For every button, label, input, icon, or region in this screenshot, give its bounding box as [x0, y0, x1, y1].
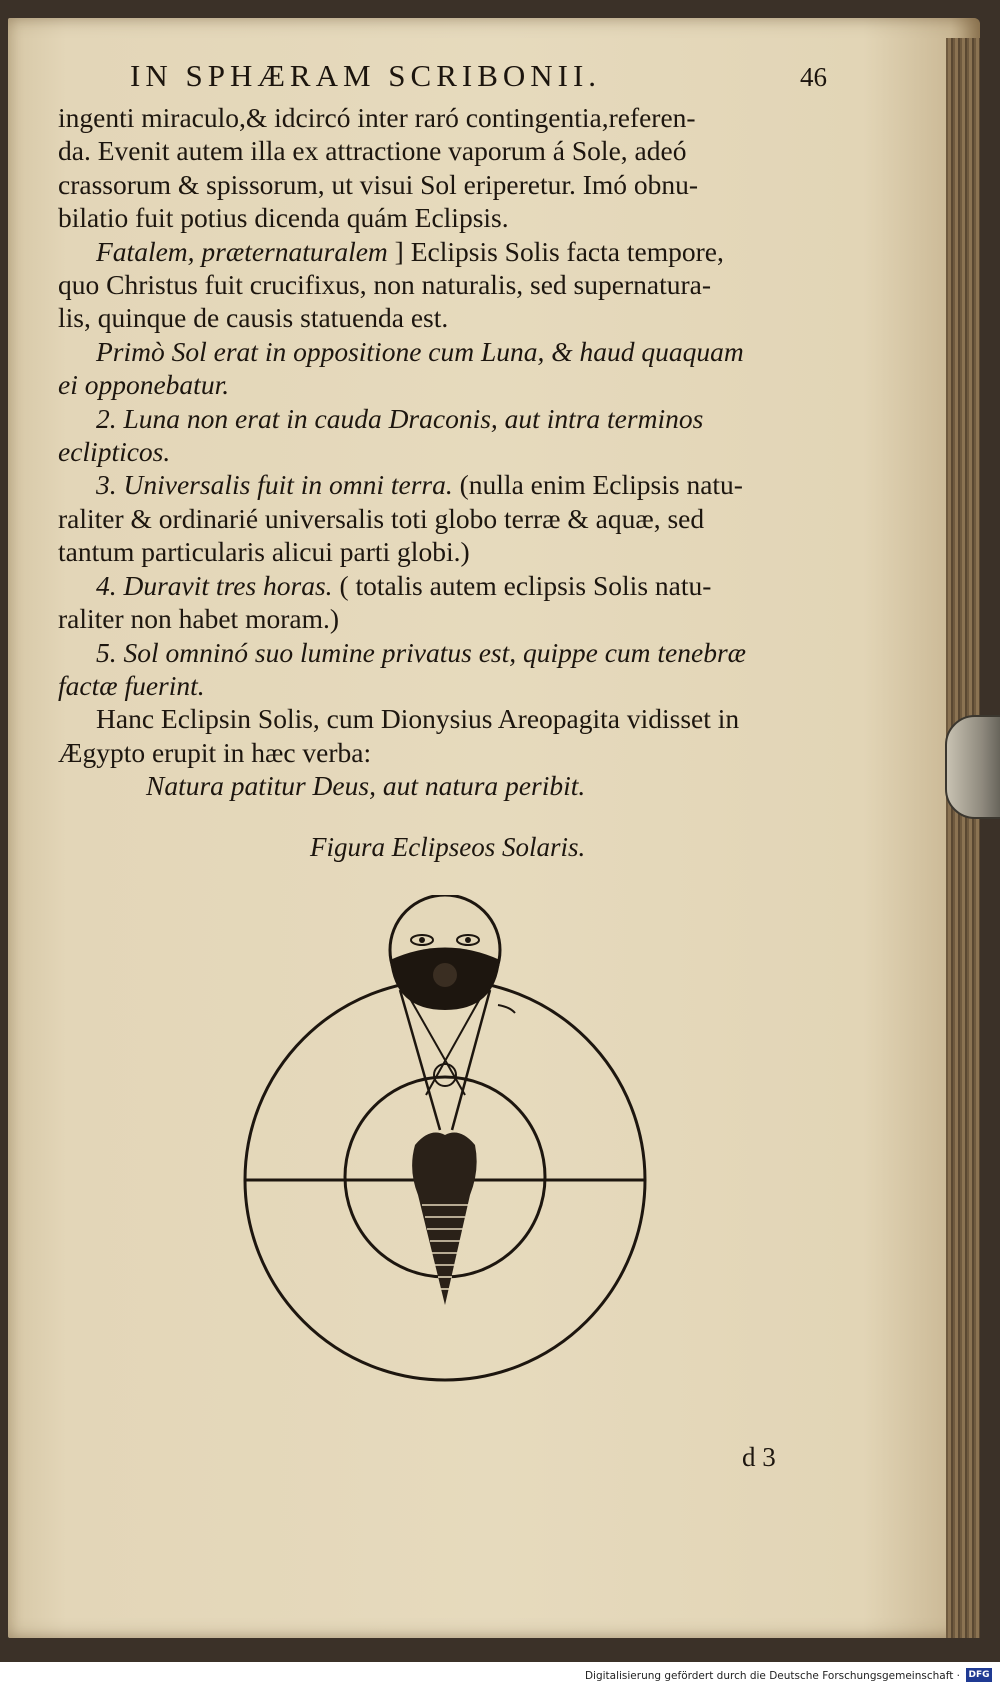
body-text	[58, 101, 838, 803]
text-line: Primò Sol erat in oppositione cum Luna, & haud quaquam	[96, 335, 744, 367]
text-line: lis, quinque de causis statuenda est.	[58, 302, 449, 334]
roman-text: ] Eclipsis Solis facta tempore,	[387, 235, 724, 267]
text-line: raliter & ordinarié universalis toti globo terræ & aquæ, sed	[58, 502, 705, 534]
text-line: tantum particularis alicui parti globi.)	[58, 536, 470, 568]
text-line: factæ fuerint.	[58, 669, 205, 701]
roman-text: ( totalis autem eclipsis Solis natu-	[332, 569, 712, 601]
eclipse-figure	[230, 895, 700, 1495]
dfg-logo: DFG	[966, 1668, 992, 1682]
italic-text: 3. Universalis fuit in omni terra.	[96, 469, 453, 501]
book-clasp	[945, 715, 1000, 819]
italic-text: 4. Duravit tres horas.	[96, 569, 333, 601]
text-line: 5. Sol omninó suo lumine privatus est, quippe cum tenebræ	[96, 636, 747, 668]
page-number: 46	[800, 62, 827, 92]
text-line	[58, 569, 838, 602]
text-line: ingenti miraculo,& idcircó inter raró contingentia,referen-	[58, 102, 696, 133]
text-line: Natura patitur Deus, aut natura peribit.	[146, 770, 586, 802]
page-edges	[946, 38, 980, 1638]
earth-cone	[412, 1133, 477, 1305]
text-line: raliter non habet moram.)	[58, 603, 340, 635]
text-line: bilatio fuit potius dicenda quám Eclipsis.	[58, 202, 509, 234]
text-line: da. Evenit autem illa ex attractione vaporum á Sole, adeó	[58, 135, 687, 167]
text-line	[58, 468, 838, 501]
shadow-rays	[400, 990, 440, 1130]
text-line: crassorum & spissorum, ut visui Sol eriperetur. Imó obnu-	[58, 168, 699, 200]
footer-credit: Digitalisierung gefördert durch die Deutsche Forschungsgemeinschaft ·	[584, 1670, 960, 1682]
signature-mark: d 3	[742, 1442, 776, 1472]
text-line: Ægypto erupit in hæc verba:	[58, 736, 372, 768]
text-line	[58, 235, 838, 268]
text-line: ei opponebatur.	[58, 369, 230, 401]
italic-text: Fatalem, præternaturalem	[96, 235, 388, 267]
text-line: 2. Luna non erat in cauda Draconis, aut intra terminos	[96, 402, 704, 434]
text-line: Hanc Eclipsin Solis, cum Dionysius Areopagita vidisset in	[96, 703, 740, 735]
text-line: quo Christus fuit crucifixus, non naturalis, sed supernatura-	[58, 269, 711, 301]
figure-caption: Figura Eclipseos Solaris.	[310, 832, 586, 862]
running-head: IN SPHÆRAM SCRIBONII.	[130, 58, 602, 93]
text-line: eclipticos.	[58, 436, 171, 468]
roman-text: (nulla enim Eclipsis natu-	[452, 469, 743, 501]
